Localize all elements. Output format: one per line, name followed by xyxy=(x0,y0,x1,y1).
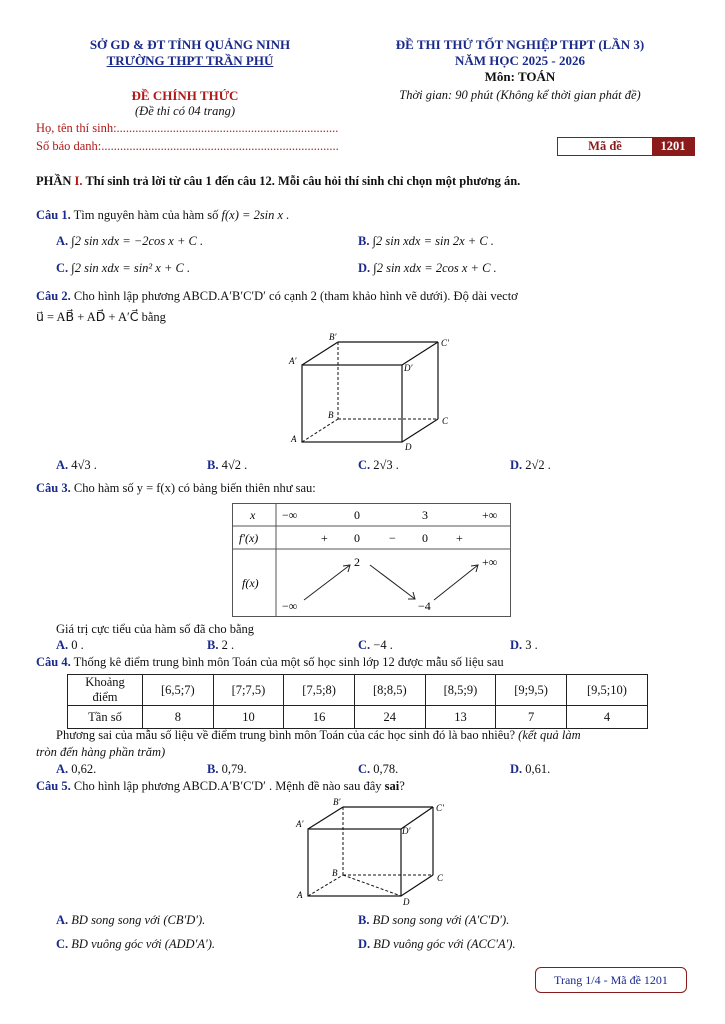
stat-interval-2: [7,5;8) xyxy=(284,675,355,706)
q4-b-label: B. xyxy=(207,762,219,776)
part-1-roman: I. xyxy=(74,174,83,188)
var-sign-0: + xyxy=(321,531,328,545)
q3-text: Cho hàm số y = f(x) có bảng biến thiên như sau: xyxy=(73,481,316,495)
q1-b-text: ∫2 sin xdx = sin 2x + C . xyxy=(372,234,494,248)
q5-option-d[interactable] xyxy=(358,937,516,952)
stat-interval-3: [8;8,5) xyxy=(354,675,425,706)
cube-figure-1 xyxy=(285,330,460,455)
var-x-2: 3 xyxy=(422,508,428,522)
cube2-label-c: C xyxy=(437,873,444,883)
q4-d-label: D. xyxy=(510,762,523,776)
cube2-label-a1: A′ xyxy=(296,819,304,829)
stat-freq-1: 10 xyxy=(213,706,284,729)
var-x-3: +∞ xyxy=(482,508,498,522)
cube2-label-d: D xyxy=(403,897,410,907)
name-field: Họ, tên thí sinh:....................................................................... xyxy=(36,121,339,135)
q5-a-label: A. xyxy=(56,913,69,927)
stat-interval-1: [7;7,5) xyxy=(213,675,284,706)
q1-func: f(x) = 2sin x . xyxy=(221,208,290,222)
q3-b-text: 2 . xyxy=(221,638,235,652)
q4-a-text: 0,62. xyxy=(71,762,97,776)
q1-option-c[interactable] xyxy=(56,261,190,276)
question-5 xyxy=(36,779,405,794)
stat-frequency-row xyxy=(68,706,648,729)
q5-c-label: C. xyxy=(56,937,69,951)
diagonal-bd xyxy=(343,875,401,896)
q3-question: Giá trị cực tiểu của hàm số đã cho bằng xyxy=(56,622,255,636)
q3-b-label: B. xyxy=(207,638,219,652)
stat-interval-6: [9,5;10) xyxy=(566,675,647,706)
var-sign-3: 0 xyxy=(422,531,428,545)
var-f-min: −4 xyxy=(418,599,431,613)
stat-freq-2: 16 xyxy=(284,706,355,729)
q5-a-text: BD song song với (CB′D′). xyxy=(71,913,206,927)
part-1-instruction xyxy=(36,174,520,189)
q2-text1: Cho hình lập phương ABCD.A′B′C′D′ có cạnh 2 (tham khảo hình vẽ dưới). Độ dài vectơ xyxy=(73,289,518,303)
stat-interval-4: [8,5;9) xyxy=(425,675,496,706)
exam-code-box xyxy=(557,137,695,156)
cube2-label-c1: C′ xyxy=(436,803,444,813)
dept-name: SỞ GD & ĐT TỈNH QUẢNG NINH xyxy=(89,37,291,52)
var-row-f-label: f(x) xyxy=(242,576,259,590)
exam-title: ĐỀ THI THỬ TỐT NGHIỆP THPT (LẦN 3) xyxy=(395,37,645,52)
q2-option-b[interactable] xyxy=(207,458,247,473)
q3-c-text: −4 . xyxy=(373,638,393,652)
stat-freq-5: 7 xyxy=(496,706,567,729)
cube-figure-2 xyxy=(290,797,455,909)
q2-b-text: 4√2 . xyxy=(221,458,248,472)
q4-b-text: 0,79. xyxy=(221,762,247,776)
q5-option-c[interactable] xyxy=(56,937,215,952)
var-sign-2: − xyxy=(389,531,396,545)
q1-d-text: ∫2 sin xdx = 2cos x + C . xyxy=(373,261,497,275)
stat-interval-5: [9;9,5) xyxy=(496,675,567,706)
q1-option-a[interactable] xyxy=(56,234,203,249)
var-arrow-up-1 xyxy=(304,565,350,600)
question-3 xyxy=(36,481,316,496)
q3-option-d[interactable] xyxy=(510,638,538,653)
q2-option-d[interactable] xyxy=(510,458,551,473)
school-year: NĂM HỌC 2025 - 2026 xyxy=(455,53,585,68)
q4-c-label: C. xyxy=(358,762,371,776)
official-label: ĐỀ CHÍNH THỨC xyxy=(131,88,239,103)
q5-option-b[interactable] xyxy=(358,913,509,928)
school-name: TRƯỜNG THPT TRẦN PHÚ xyxy=(106,53,274,68)
var-f-max: 2 xyxy=(354,555,360,569)
q1-c-label: C. xyxy=(56,261,69,275)
stat-header-row xyxy=(68,675,648,706)
cube1-label-b: B xyxy=(328,410,334,420)
q2-a-label: A. xyxy=(56,458,69,472)
exam-code: 1201 xyxy=(652,138,694,155)
var-arrow-down xyxy=(370,565,415,599)
q2-b-label: B. xyxy=(207,458,219,472)
q5-d-text: BD vuông góc với (ACC′A′). xyxy=(373,937,516,951)
q3-option-b[interactable] xyxy=(207,638,234,653)
q4-question-line2: tròn đến hàng phần trăm) xyxy=(36,745,166,759)
cube2-label-b: B xyxy=(332,868,338,878)
cube2-label-d1: D′ xyxy=(402,826,411,836)
cube1-label-d: D xyxy=(405,442,412,452)
var-row-x-label: x xyxy=(250,508,256,522)
var-sign-1: 0 xyxy=(354,531,360,545)
q2-a-text: 4√3 . xyxy=(71,458,97,472)
q5-b-text: BD song song với (A′C′D′). xyxy=(372,913,510,927)
q5-label: Câu 5. xyxy=(36,779,71,793)
q5-d-label: D. xyxy=(358,937,371,951)
q5-c-text: BD vuông góc với (ADD′A′). xyxy=(71,937,215,951)
q3-a-label: A. xyxy=(56,638,69,652)
q1-d-label: D. xyxy=(358,261,371,275)
q2-label: Câu 2. xyxy=(36,289,71,303)
q2-c-text: 2√3 . xyxy=(373,458,399,472)
q3-a-text: 0 . xyxy=(71,638,84,652)
cube1-label-a1: A′ xyxy=(289,356,297,366)
question-2 xyxy=(36,289,518,304)
time-note: Thời gian: 90 phút (Không kể thời gian phát đề) xyxy=(399,88,641,102)
cube2-label-a: A xyxy=(297,890,303,900)
var-sign-4: + xyxy=(456,531,463,545)
var-row-fp-label: f′(x) xyxy=(239,531,259,545)
exam-code-label: Mã đề xyxy=(588,139,622,153)
var-x-1: 0 xyxy=(354,508,360,522)
cube1-label-b1: B′ xyxy=(329,332,337,342)
stat-freq-4: 13 xyxy=(425,706,496,729)
stat-freq-6: 4 xyxy=(566,706,647,729)
q4-c-text: 0,78. xyxy=(373,762,399,776)
stat-freq-0: 8 xyxy=(143,706,214,729)
stat-table xyxy=(67,674,648,729)
q4-option-d[interactable] xyxy=(510,762,550,777)
q5-end: ? xyxy=(399,779,405,793)
q1-option-b[interactable] xyxy=(358,234,494,249)
q3-option-a[interactable] xyxy=(56,638,84,653)
part-1-text: Thí sinh trả lời từ câu 1 đến câu 12. Mỗi câu hỏi thí sinh chỉ chọn một phương án. xyxy=(85,174,521,188)
q3-option-c[interactable] xyxy=(358,638,393,653)
var-f-start: −∞ xyxy=(282,599,298,613)
q1-c-text: ∫2 sin xdx = sin² x + C . xyxy=(71,261,191,275)
q1-a-text: ∫2 sin xdx = −2cos x + C . xyxy=(71,234,204,248)
q2-d-label: D. xyxy=(510,458,523,472)
q4-a-label: A. xyxy=(56,762,69,776)
q1-text: Tìm nguyên hàm của hàm số xyxy=(73,208,219,222)
q4-d-text: 0,61. xyxy=(525,762,551,776)
q4-label: Câu 4. xyxy=(36,655,71,669)
q2-option-a[interactable] xyxy=(56,458,97,473)
cube2-label-b1: B′ xyxy=(333,797,341,807)
q4-question-plain: Phương sai của mẫu số liệu về điểm trung bình môn Toán của các học sinh đó là bao nhiêu? xyxy=(56,728,516,742)
var-arrow-up-2 xyxy=(434,565,478,600)
q2-c-label: C. xyxy=(358,458,371,472)
stat-header-label: Khoảng điểm xyxy=(68,675,143,706)
cube1-label-c: C xyxy=(442,416,449,426)
question-4 xyxy=(36,655,504,670)
q5-text: Cho hình lập phương ABCD.A′B′C′D′ . Mệnh đề nào sau đây xyxy=(73,779,382,793)
stat-interval-0: [6,5;7) xyxy=(143,675,214,706)
q2-d-text: 2√2 . xyxy=(525,458,551,472)
q5-option-a[interactable] xyxy=(56,913,205,928)
q4-option-b[interactable] xyxy=(207,762,247,777)
q5-b-label: B. xyxy=(358,913,370,927)
q3-label: Câu 3. xyxy=(36,481,71,495)
page-footer: Trang 1/4 - Mã đề 1201 xyxy=(535,967,687,993)
var-x-0: −∞ xyxy=(282,508,298,522)
id-field: Số báo danh:............................................................................ xyxy=(36,139,339,153)
q4-question-ital: (kết quả làm xyxy=(518,728,581,742)
q4-text: Thống kê điểm trung bình môn Toán của một số học sinh lớp 12 được mẫu số liệu sau xyxy=(73,655,504,669)
q5-bold-word: sai xyxy=(384,779,400,793)
q4-question-line1 xyxy=(56,728,581,743)
cube1-label-a: A xyxy=(291,434,297,444)
stat-freq-3: 24 xyxy=(354,706,425,729)
q1-a-label: A. xyxy=(56,234,69,248)
q1-label: Câu 1. xyxy=(36,208,71,222)
pages-note: (Đề thi có 04 trang) xyxy=(135,104,235,118)
q1-b-label: B. xyxy=(358,234,370,248)
var-f-end: +∞ xyxy=(482,555,498,569)
q2-text2: u⃗ = AB⃗ + AD⃗ + A′C⃗ bằng xyxy=(36,310,166,324)
subject: Môn: TOÁN xyxy=(484,69,556,84)
q4-option-a[interactable] xyxy=(56,762,96,777)
q4-option-c[interactable] xyxy=(358,762,398,777)
q3-c-label: C. xyxy=(358,638,371,652)
cube1-label-d1: D′ xyxy=(404,363,413,373)
q1-option-d[interactable] xyxy=(358,261,497,276)
q3-d-label: D. xyxy=(510,638,523,652)
variation-table xyxy=(232,503,512,618)
question-1 xyxy=(36,208,289,223)
q3-d-text: 3 . xyxy=(525,638,538,652)
stat-row-label: Tần số xyxy=(68,706,143,729)
q2-option-c[interactable] xyxy=(358,458,399,473)
part-1-label: PHẦN xyxy=(36,174,72,188)
cube1-label-c1: C′ xyxy=(441,338,449,348)
